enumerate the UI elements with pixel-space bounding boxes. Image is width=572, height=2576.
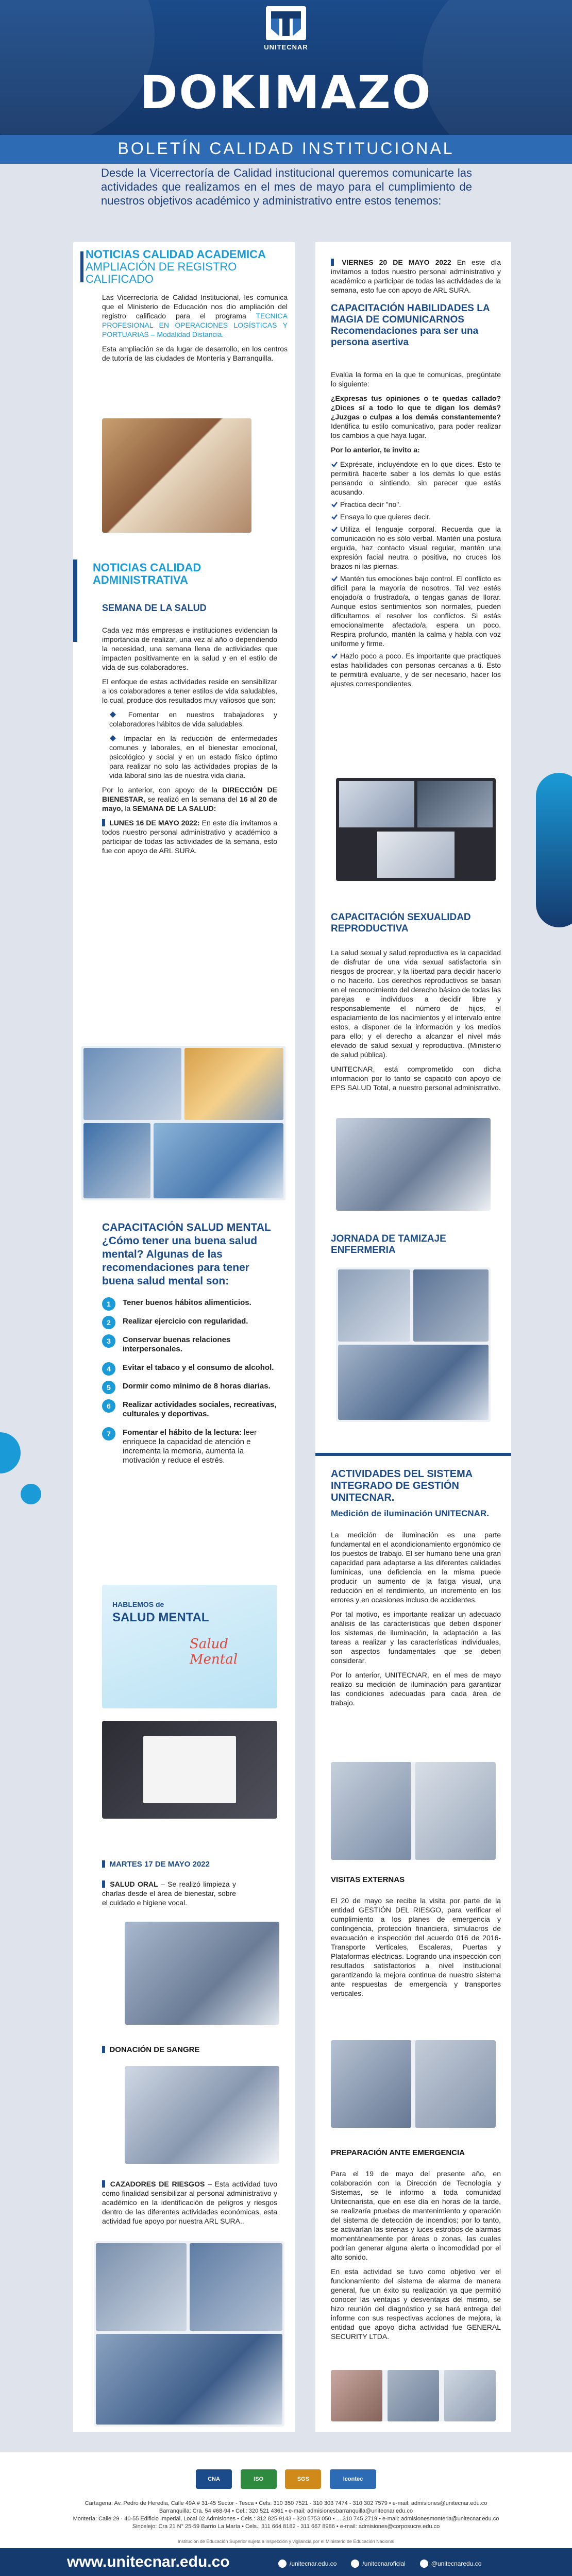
contact-monteria: Montería: Calle 29 · 40-55 Edificio Imperial, Local 02 Admisiones • Cels.: 312 825 9143 - 320 5753 050 • ... 310 745 2719 • e-mail: admisionesmonteria@unitecnar.edu.co	[73, 2516, 499, 2522]
semana-p2: El enfoque de estas actividades reside en sensibilizar a los colaboradores a tener estilos de vida saludables, lo cual, produce dos resultados muy valiosos que son:	[102, 677, 277, 704]
martes-heading: MARTES 17 DE MAYO 2022	[109, 1860, 210, 1869]
tip-text: Utiliza el lenguaje corporal. Recuerda que la comunicación no es sólo verbal. Mantén una postura erguida, haz contacto visual regular, mantén una expresión facial neutra o positiva, no cruces los brazos ni las piernas.	[331, 525, 501, 570]
academic-news-body	[102, 293, 288, 368]
donacion-heading-wrap	[102, 2045, 277, 2055]
instagram-link[interactable]	[351, 2560, 405, 2568]
habilidades-meeting-screenshots	[336, 778, 496, 881]
salud-oral-body: – Se realizó limpieza y charlas desde el área de bienestar, sobre el cuidado e higiene vocal.	[102, 1880, 237, 1907]
viernes-heading: VIERNES 20 DE MAYO 2022	[342, 258, 451, 266]
academic-program-name: TECNICA PROFESIONAL EN OPERACIONES LOGÍSTICAS Y PORTUARIAS – Modalidad Distancia.	[102, 312, 288, 338]
martes-heading-wrap	[102, 1860, 277, 1869]
viernes-paragraph	[331, 258, 501, 295]
diamond-bullet-icon	[109, 711, 116, 718]
semana-bullet-1-text: Fomentar en nuestros trabajadores y colaboradores hábitos de vida saludables.	[109, 710, 277, 728]
cazadores-body: – Esta actividad tuvo como finalidad sensibilizar al personal administrativo y académico en la identificación de peligros y riesgos dentro de las diferentes actividades económicas, esta actividad fue apoyo por nuestra ARL SURA..	[102, 2180, 277, 2225]
decor-circle	[0, 1432, 21, 1473]
tip-item	[331, 574, 501, 648]
iluminacion-p1: La medición de iluminación es una parte fundamental en el acondicionamiento ergonómico de los puestos de trabajo. El ser humano tiene una gran capacidad para adaptarse a las diferentes calidades lumínicas, una deficiencia en la misma puede producir un aumento de la fatiga visual, una reducción en el rendimiento, un incremento en los errores y en ocasiones incluso de accidentes.	[331, 1531, 501, 1604]
emergencia-photos	[331, 2370, 496, 2421]
academic-news-section	[86, 248, 287, 285]
iluminacion-heading: Medición de iluminación UNITECNAR.	[331, 1509, 489, 1518]
recommendations-list	[102, 1298, 277, 1465]
accreditation-badge: ISO	[241, 2469, 277, 2489]
diamond-bullet-icon	[109, 735, 116, 742]
tip-text: Exprésate, incluyéndote en lo que dices. Esto te permitirá hacerte saber a los demás lo que estás pensando o sintiendo, sin parecer que estás acusando.	[331, 460, 501, 496]
recommendation-text: Tener buenos hábitos alimenticios.	[123, 1298, 251, 1307]
donacion-heading: DONACIÓN DE SANGRE	[109, 2045, 200, 2054]
check-icon	[331, 575, 338, 582]
admin-news-heading-2: ADMINISTRATIVA	[93, 573, 188, 586]
check-icon	[331, 501, 338, 508]
semana-p3-f: SEMANA DE LA SALUD:	[132, 804, 216, 812]
semana-bullet-2	[102, 734, 277, 780]
recommendation-item	[102, 1317, 277, 1326]
tip-item	[331, 524, 501, 571]
semana-bullet-2-text: Impactar en la reducción de enfermedades comunes y laborales, en el bienestar emocional, psicológico y social y en un estado físico óptimo para realizar no solo las actividades propias de la vida laboral sino las de nuestra vida diaria.	[109, 734, 277, 779]
admin-news-heading: NOTICIAS CALIDAD	[93, 561, 201, 574]
institution-note: Institución de Educación Superior sujeta a inspección y vigilancia por el Ministerio de Educación Nacional	[177, 2539, 395, 2544]
visitas-photos	[331, 2040, 496, 2128]
habilidades-heading: CAPACITACIÓN HABILIDADES LA MAGIA DE COMUNICARNOS Recomendaciones para ser una persona asertiva	[331, 303, 490, 348]
recommendation-item	[102, 1428, 277, 1465]
facebook-handle: /unitecnar.edu.co	[290, 2560, 337, 2567]
semana-p3	[102, 785, 277, 813]
contact-cartagena: Cartagena: Av. Pedro de Heredia, Calle 49A # 31-45 Sector - Tesca • Cels: 310 350 7521 - 310 303 7474 - 310 302 7579 • e-mail: admisiones@unitecnar.edu.co	[85, 2500, 487, 2506]
recommendation-number: 5	[102, 1381, 115, 1394]
recommendation-item	[102, 1298, 277, 1308]
tip-text: Ensaya lo que quieres decir.	[340, 513, 431, 521]
poster-line-1: HABLEMOS de	[112, 1600, 164, 1608]
habilidades-p1: Evalúa la forma en la que te comunicas, pregúntate lo siguiente:	[331, 370, 501, 388]
contact-sincelejo: Sincelejo: Cra 21 N° 25-59 Barrio La María • Cels.: 311 664 8182 - 311 667 8986 • e-mail: admisiones@corposucre.edu.co	[132, 2523, 440, 2530]
recommendation-item	[102, 1400, 277, 1419]
habilidades-questions: ¿Expresas tus opiniones o te quedas callado? ¿Dices sí a todo lo que te digan los demás? ¿Juzgas o culpas a los demás constantemente?	[331, 394, 501, 421]
habilidades-p3: Por lo anterior, te invito a:	[331, 446, 420, 454]
cazadores-text	[102, 2179, 277, 2226]
semana-bullet-1	[102, 710, 277, 728]
recommendation-item	[102, 1363, 277, 1372]
salud-mental-list	[102, 1298, 277, 1475]
academic-photo	[102, 418, 251, 533]
recommendation-number: 2	[102, 1316, 115, 1329]
viernes-body: En este día invitamos a todos nuestro personal administrativo y académico a participar de todas las actividades de la semana, esto fue con apoyo de ARL SURA.	[331, 258, 501, 294]
facebook-icon	[278, 2560, 287, 2568]
header	[0, 0, 572, 164]
tip-item	[331, 500, 501, 509]
recommendation-number: 7	[102, 1427, 115, 1440]
emergencia-heading: PREPARACIÓN ANTE EMERGENCIA	[331, 2148, 465, 2157]
semana-salud-heading: SEMANA DE LA SALUD	[102, 603, 207, 613]
habilidades-p2-b: Identifica tu estilo comunicativo, para poder realizar los cambios a que haya lugar.	[331, 422, 501, 439]
logo-mark-icon	[266, 6, 306, 40]
sexualidad-p2: UNITECNAR, está comprometido con dicha información por lo tanto se capacitó con apoyo de EPS SALUD Total, a nuestro personal administrativo.	[331, 1065, 501, 1092]
twitter-handle: @unitecnaredu.co	[431, 2560, 482, 2567]
lunes-paragraph	[102, 818, 277, 855]
recommendation-text: Realizar actividades sociales, recreativas, culturales y deportivas.	[123, 1400, 277, 1418]
emergencia-body	[331, 2169, 501, 2346]
section-marker	[80, 251, 83, 282]
decor-swoosh	[536, 773, 572, 927]
marker-icon	[102, 2180, 105, 2188]
tamizaje-heading: JORNADA DE TAMIZAJE ENFERMERIA	[331, 1233, 446, 1256]
registro-calificado-heading: AMPLIACIÓN DE REGISTRO CALIFICADO	[86, 260, 237, 285]
recommendation-extra: leer enriquece la capacidad de atención e incrementa la memoria, aumenta la motivación y reduce el estrés.	[123, 1428, 257, 1465]
emergencia-p1: Para el 19 de mayo del presente año, en colaboración con la Dirección de Tecnología y Sistemas, se le informo a toda comunidad Unitecnarista, que en ese día en horas de la tarde, se realizaría pruebas de mantenimiento y operación del sistema de detección de incendios; por lo tanto, se activarían las sirenas y luces estrobos de alarmas momentáneamente por áreas o zonas, las cuales podrían generar alguna alerta o incomodidad por el alto sonido.	[331, 2170, 501, 2261]
twitter-icon	[420, 2560, 428, 2568]
section-marker	[73, 560, 77, 642]
contact-info	[15, 2500, 557, 2531]
semana-salud-photo-collage	[81, 1046, 285, 1200]
semana-p3-c: se realizó en la semana del	[147, 795, 238, 803]
accreditation-badge: CNA	[196, 2469, 232, 2489]
iluminacion-p3: Por lo anterior, UNITECNAR, en el mes de mayo realizo su medición de iluminación para garantizar las condiciones adecuadas para cada área de trabajo.	[331, 1671, 501, 1707]
salud-oral-photo	[125, 1922, 279, 2025]
salud-oral-text	[102, 1879, 236, 1907]
check-icon	[331, 461, 338, 468]
social-links	[278, 2560, 481, 2568]
poster-line-3: Salud Mental	[190, 1636, 238, 1667]
recommendation-number: 4	[102, 1362, 115, 1376]
instagram-handle: /unitecnaroficial	[362, 2560, 406, 2567]
habilidades-body	[331, 370, 501, 691]
salud-mental-heading: CAPACITACIÓN SALUD MENTAL ¿Cómo tener una buena salud mental? Algunas de las recomendaciones para tener buena salud mental son:	[102, 1222, 271, 1287]
decor-circle	[21, 1484, 41, 1504]
marker-icon	[331, 259, 334, 266]
visitas-body: El 20 de mayo se recibe la visita por parte de la entidad GESTIÓN DEL RIESGO, para verificar el cumplimiento a los planes de emergencia y contingencia, protección financiera, simulacros de evacuación e inspección del acuerdo 016 de 2016-Transporte Verticales, Escaleras, Puertas y Plataformas eléctricas. Logrando una inspección con resultados satisfactorios a nivel institucional garantizando la mejora continua de nuestro sistema ante respuestas de emergencia y transportes verticales.	[331, 1896, 501, 1997]
newsletter-title: DOKIMAZO	[140, 66, 432, 119]
semana-salud-title	[102, 603, 288, 614]
tip-text: Mantén tus emociones bajo control. El conflicto es difícil para la mayoría de nosotros. Tal vez estés enojado/a o frustrado/a, o tengas ganas de llorar. Aunque estos sentimientos son normales, pueden dificultarnos el resolver los conflictos. Si estás emocionalmente afectado/a, espera un poco. Respira profundo, mantén la calma y habla con voz uniforme y firme.	[331, 574, 501, 648]
unitecnar-logo	[256, 6, 316, 60]
recommendation-item	[102, 1382, 277, 1391]
left-column	[73, 242, 295, 2432]
recommendation-number: 1	[102, 1297, 115, 1311]
logo-text: UNITECNAR	[264, 43, 308, 51]
sexualidad-heading: CAPACITACIÓN SEXUALIDAD REPRODUCTIVA	[331, 912, 471, 934]
footer	[0, 2452, 572, 2576]
virtual-meeting-screenshot	[102, 1721, 277, 1819]
salud-oral-heading: SALUD ORAL	[110, 1880, 158, 1888]
accreditation-badge: Icontec	[330, 2469, 376, 2489]
semana-p3-e: la	[125, 804, 131, 812]
tip-item	[331, 651, 501, 688]
semana-p3-b: DIRECCIÓN DE BIENESTAR,	[102, 786, 278, 803]
contact-barranquilla: Barranquilla: Cra. 54 #68-94 • Cel.: 320 521 4361 • e-mail: admisionesbarranquilla@unitecnar.edu.co	[159, 2508, 413, 2514]
semana-p3-a: Por lo anterior, con apoyo de la	[102, 786, 218, 794]
marker-icon	[102, 819, 105, 826]
recommendation-text: Conservar buenas relaciones interpersonales.	[123, 1335, 231, 1353]
sexualidad-photo	[336, 1118, 491, 1211]
accreditation-badge: SGS	[285, 2469, 321, 2489]
visitas-heading: VISITAS EXTERNAS	[331, 1875, 405, 1884]
cazadores-photo-collage	[94, 2241, 284, 2427]
iluminacion-photos	[331, 1762, 496, 1860]
newsletter-subtitle: BOLETÍN CALIDAD INSTITUCIONAL	[117, 139, 455, 158]
poster-line-2: SALUD MENTAL	[112, 1611, 209, 1624]
recommendation-number: 3	[102, 1334, 115, 1348]
iluminacion-body	[331, 1530, 501, 1713]
tip-text: Hazlo poco a poco. Es importante que practiques estas habilidades con personas cercanas a ti. Esto te permitirá evaluarte, y de ser necesario, hacer los ajustes correspondientes.	[331, 652, 501, 688]
marker-icon	[102, 1860, 105, 1868]
lunes-heading: LUNES 16 DE MAYO 2022:	[109, 819, 200, 827]
facebook-link[interactable]	[278, 2560, 337, 2568]
cazadores-heading: CAZADORES DE RIESGOS	[110, 2180, 205, 2188]
emergencia-p2: En esta actividad se tuvo como objetivo ver el funcionamiento del sistema de alarma de manera general, fue un éxito su realización ya que permitió conocer las ventajas y desventajas del mismo, se hizo reunión del diagnóstico y se hará entrega del informe con sus respectivas acciones de mejora, la entidad que apoyo dicha actividad fue GENERAL SECURITY LTDA.	[331, 2267, 501, 2341]
salud-mental-poster	[102, 1585, 277, 1708]
website-link[interactable]: www.unitecnar.edu.co	[67, 2553, 230, 2570]
tip-text: Practica decir "no".	[340, 500, 401, 509]
right-column	[315, 242, 511, 2432]
check-icon	[331, 652, 338, 659]
sexualidad-p1: La salud sexual y salud reproductiva es la capacidad de disfrutar de una vida sexual satisfactoria sin riesgos de procrear, y la libertad para decidir hacerlo o no hacerlo. Los derechos reproductivos se basan en el reconocimiento del derecho básico de todas las parejas e individuos a decidir libre y responsablemente el número de hijos, el espaciamiento de los nacimientos y el intervalo entre estos, a disponer de la información y los medios para ello; y el derecho a alcanzar el nivel más elevado de salud sexual y reproductiva. (Ministerio de salud pública).	[331, 948, 501, 1059]
admin-news-section	[93, 562, 278, 586]
academic-p2: Esta ampliación se da lugar de desarrollo, en los centros de tutoría de las ciudades de Montería y Barranquilla.	[102, 345, 288, 362]
check-icon	[331, 526, 338, 533]
sexualidad-body	[331, 948, 501, 1097]
intro-paragraph: Desde la Vicerrectoría de Calidad institucional queremos comunicarte las actividades que realizamos en el mes de mayo para el cumplimiento de nuestros objetivos académico y administrativo entre estos tenemos:	[101, 166, 472, 207]
lunes-text: En este día invitamos a todos nuestro personal administrativo y académico a participar de todas las actividades de la semana, esto fue con apoyo de ARL SURA.	[102, 819, 277, 855]
iluminacion-p2: Por tal motivo, es importante realizar un adecuado análisis de las características que deben disponer los sistemas de iluminación, la adaptación a las tareas a realizar y las características individuales, son aspectos fundamentales que se deben considerar.	[331, 1610, 501, 1665]
recommendation-number: 6	[102, 1399, 115, 1413]
recommendation-text: Evitar el tabaco y el consumo de alcohol.	[123, 1363, 274, 1372]
marker-icon	[102, 2046, 105, 2053]
recommendation-text: Fomentar el hábito de la lectura:	[123, 1428, 242, 1437]
section-divider	[315, 1453, 511, 1456]
tip-item	[331, 512, 501, 521]
habilidades-p2	[331, 394, 501, 440]
assertive-tips-list	[331, 460, 501, 688]
academic-p1a: Las Vicerrectoría de Calidad Institucional, les comunica que el Ministerio de Educación nos dio ampliación del registro calificado para el programa	[102, 293, 288, 320]
accreditation-logos	[196, 2464, 376, 2495]
semana-p1: Cada vez más empresas e instituciones evidencian la importancia de realizar, una vez al año o dependiendo la necesidad, una semana llena de actividades que impacten positivamente en la salud y en el estilo de vida de sus colaboradores.	[102, 626, 277, 671]
semana-p3-d: 16 al 20 de mayo,	[102, 795, 278, 812]
twitter-link[interactable]	[420, 2560, 482, 2568]
check-icon	[331, 513, 338, 520]
tamizaje-photo-collage	[336, 1267, 491, 1422]
tip-item	[331, 460, 501, 497]
donacion-photo	[125, 2066, 279, 2164]
recommendation-text: Realizar ejercicio con regularidad.	[123, 1317, 248, 1326]
instagram-icon	[351, 2560, 359, 2568]
semana-salud-body	[102, 625, 277, 860]
recommendation-text: Dormir como mínimo de 8 horas diarias.	[123, 1382, 271, 1391]
recommendation-item	[102, 1335, 277, 1354]
marker-icon	[102, 1880, 105, 1888]
sig-heading: ACTIVIDADES DEL SISTEMA INTEGRADO DE GESTIÓN UNITECNAR.	[331, 1468, 473, 1503]
academic-news-heading: NOTICIAS CALIDAD ACADEMICA	[86, 248, 266, 261]
